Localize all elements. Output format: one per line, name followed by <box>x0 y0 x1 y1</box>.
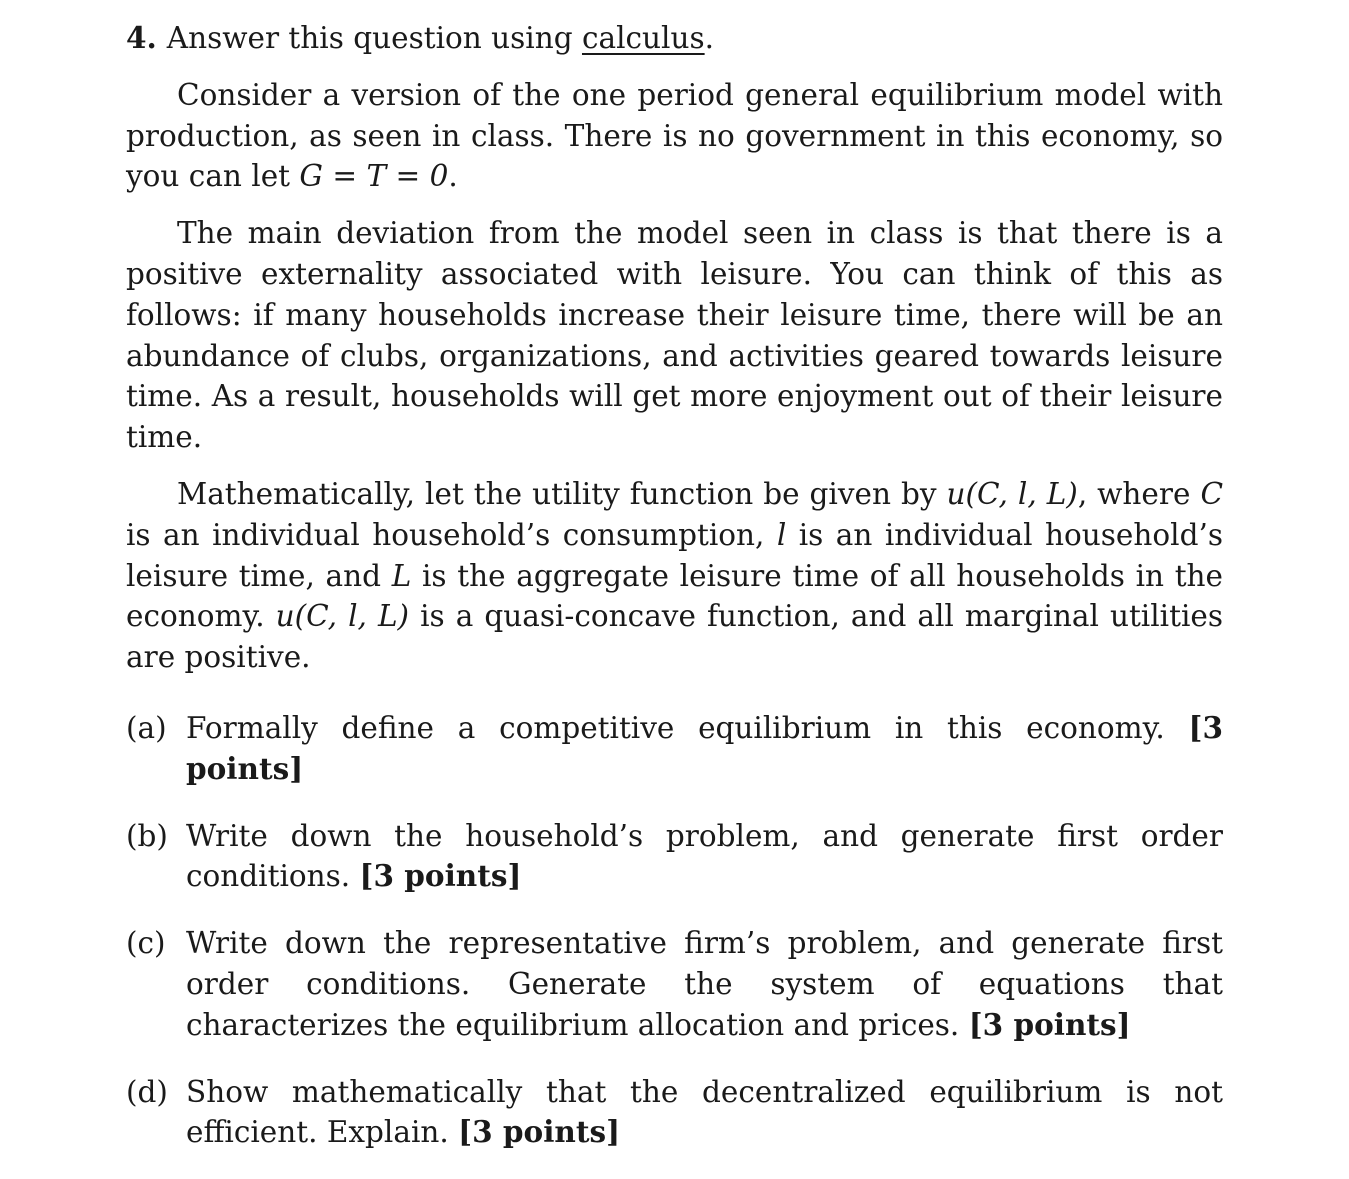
paragraph-model-end: . <box>448 159 458 194</box>
sub-question-body: Write down the representative firm’s problem, and generate first order conditions. Generate the system of equations that characterizes the equilibrium allocation and prices. <box>186 926 1223 1042</box>
paragraph-model-text: Consider a version of the one period general equilibrium model with production, as seen in class. There is no government in this economy, so you can let <box>126 77 1223 194</box>
math-leisure: l <box>776 517 787 552</box>
paragraph-externality-text: The main deviation from the model seen in class is that there is a positive externality associated with leisure. You can think of this as follows: if many households increase their leisure time, there will be an abundance of clubs, organizations, and activities geared towards leisure time. As a result, households will get more enjoyment out of their leisure time. <box>126 216 1223 455</box>
sub-question-text <box>186 1072 1223 1154</box>
sub-question-label: (d) <box>126 1074 168 1109</box>
math-aggregate-leisure: L <box>391 558 412 593</box>
sub-question-d <box>126 1072 1223 1154</box>
question-intro: Answer this question using <box>166 21 582 55</box>
sub-question-text <box>186 923 1223 1045</box>
sub-question-label: (c) <box>126 926 166 961</box>
sub-question-points: [3 points] <box>186 709 1223 786</box>
math-gov-zero: G = T = 0 <box>299 159 449 194</box>
paragraph-model <box>126 75 1223 197</box>
sub-questions <box>126 708 1223 1153</box>
question-emphasis: calculus <box>581 21 705 55</box>
sub-question-label: (b) <box>126 818 168 853</box>
paragraph-utility <box>126 474 1223 678</box>
question-page <box>126 18 1223 1179</box>
question-number: 4. <box>126 20 157 55</box>
sub-question-text <box>186 708 1223 790</box>
utility-text-4: is an individual household’s leisure time, and <box>126 517 1223 593</box>
utility-text-5: is the aggregate leisure time of all households in the economy. <box>126 558 1224 634</box>
paragraph-externality <box>126 213 1223 458</box>
math-consumption: C <box>1200 476 1224 511</box>
sub-question-body: Write down the household’s problem, and generate first order conditions. <box>186 818 1223 894</box>
utility-text-3: is an individual household’s consumption, <box>126 517 777 552</box>
math-utility-function: u(C, l, L) <box>946 476 1078 511</box>
question-heading <box>126 18 1223 59</box>
sub-question-body: Formally define a competitive equilibrium in this economy. <box>186 710 1189 745</box>
sub-question-a <box>126 708 1223 790</box>
question-end: . <box>704 21 715 55</box>
sub-question-text <box>186 816 1223 898</box>
sub-question-b <box>126 816 1223 898</box>
sub-question-points: [3 points] <box>968 1006 1131 1042</box>
sub-question-points: [3 points] <box>359 858 522 894</box>
math-utility-function-2: u(C, l, L) <box>275 599 410 634</box>
sub-question-c <box>126 923 1223 1045</box>
utility-text-6: is a quasi-concave function, and all marginal utilities are positive. <box>126 599 1223 675</box>
sub-question-body: Show mathematically that the decentralized equilibrium is not efficient. Explain. <box>186 1074 1223 1150</box>
sub-question-label: (a) <box>126 710 167 745</box>
sub-question-points: [3 points] <box>458 1114 621 1150</box>
utility-text-2: , where <box>1077 476 1201 511</box>
utility-text-1: Mathematically, let the utility function be given by <box>177 476 947 511</box>
